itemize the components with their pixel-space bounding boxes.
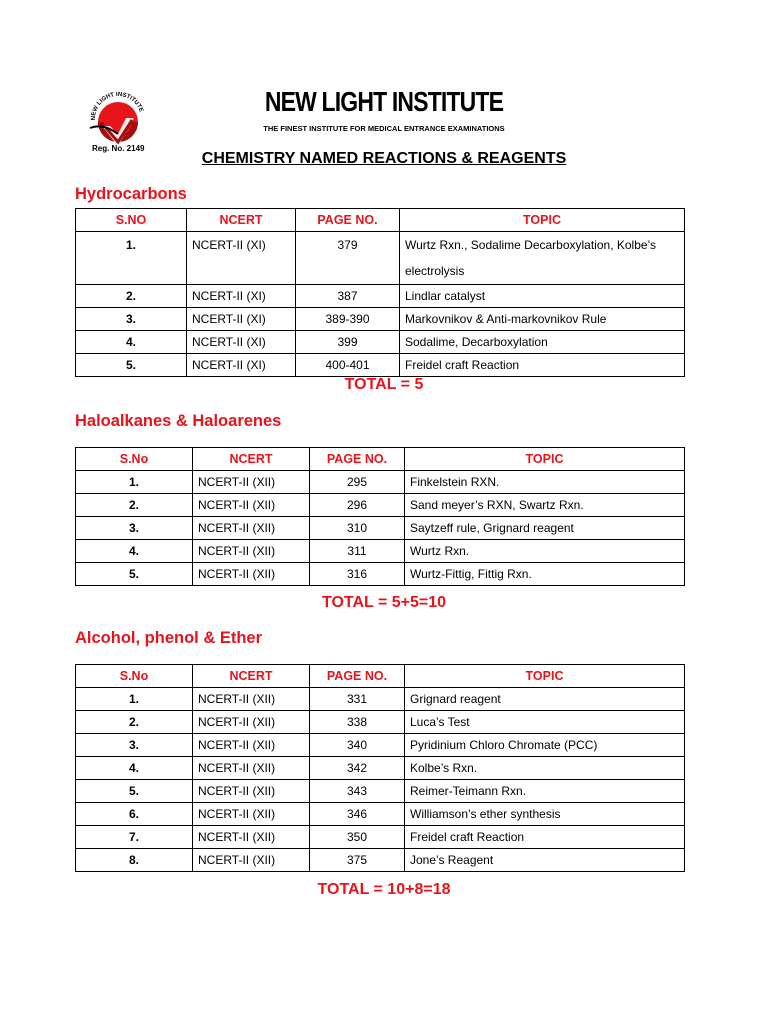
table-row [76,780,685,803]
cell-topic: Markovnikov & Anti-markovnikov Rule [400,308,685,331]
table-row [76,232,685,285]
table-row [76,308,685,331]
table-alcohol [75,664,685,872]
table-row [76,734,685,757]
cell-ncert: NCERT-II (XI) [187,354,296,377]
cell-page: 338 [310,711,405,734]
cell-topic: Finkelstein RXN. [405,471,685,494]
cell-sno: 2. [76,285,187,308]
cell-page: 331 [310,688,405,711]
cell-topic: Wurtz-Fittig, Fittig Rxn. [405,563,685,586]
cell-topic: Kolbe’s Rxn. [405,757,685,780]
col-header-sno: S.No [76,665,193,688]
cell-ncert: NCERT-II (XII) [193,471,310,494]
cell-page: 379 [296,232,400,285]
cell-page: 311 [310,540,405,563]
section-title-hydrocarbons: Hydrocarbons [75,185,187,203]
cell-ncert: NCERT-II (XII) [193,734,310,757]
cell-ncert: NCERT-II (XII) [193,757,310,780]
cell-sno: 4. [76,757,193,780]
section-total: TOTAL = 5 [344,376,424,393]
cell-page: 387 [296,285,400,308]
cell-sno: 6. [76,803,193,826]
cell-page: 400-401 [296,354,400,377]
col-header-page: PAGE NO. [310,665,405,688]
cell-topic: Freidel craft Reaction [405,826,685,849]
table-haloalkanes [75,447,685,586]
section-title-alcohol: Alcohol, phenol & Ether [75,629,263,647]
col-header-topic: TOPIC [405,448,685,471]
cell-ncert: NCERT-II (XII) [193,517,310,540]
cell-ncert: NCERT-II (XII) [193,563,310,586]
cell-topic: Grignard reagent [405,688,685,711]
cell-topic: Wurtz Rxn. [405,540,685,563]
cell-sno: 3. [76,734,193,757]
table-header-row [76,665,685,688]
table-row [76,757,685,780]
registration-number: Reg. No. 2149 [92,144,145,153]
cell-topic: Pyridinium Chloro Chromate (PCC) [405,734,685,757]
cell-page: 342 [310,757,405,780]
table-header-row [76,448,685,471]
table-row [76,688,685,711]
col-header-topic: TOPIC [400,209,685,232]
table-row [76,540,685,563]
cell-ncert: NCERT-II (XI) [187,308,296,331]
cell-sno: 5. [76,563,193,586]
cell-ncert: NCERT-II (XII) [193,494,310,517]
cell-ncert: NCERT-II (XII) [193,688,310,711]
col-header-ncert: NCERT [193,665,310,688]
col-header-sno: S.No [76,448,193,471]
cell-sno: 2. [76,711,193,734]
institute-tagline: THE FINEST INSTITUTE FOR MEDICAL ENTRANCE EXAMINATIONS [263,124,505,133]
cell-ncert: NCERT-II (XI) [187,232,296,285]
col-header-ncert: NCERT [193,448,310,471]
table-row [76,803,685,826]
cell-topic: Williamson’s ether synthesis [405,803,685,826]
cell-topic: Sodalime, Decarboxylation [400,331,685,354]
cell-page: 375 [310,849,405,872]
table-row [76,849,685,872]
cell-page: 389-390 [296,308,400,331]
cell-ncert: NCERT-II (XII) [193,780,310,803]
cell-ncert: NCERT-II (XII) [193,803,310,826]
cell-topic: Freidel craft Reaction [400,354,685,377]
cell-sno: 4. [76,331,187,354]
cell-ncert: NCERT-II (XII) [193,711,310,734]
table-row [76,354,685,377]
section-total: TOTAL = 10+8=18 [317,881,451,898]
cell-sno: 5. [76,780,193,803]
col-header-sno: S.NO [76,209,187,232]
cell-topic: Lindlar catalyst [400,285,685,308]
cell-sno: 1. [76,688,193,711]
table-hydrocarbons [75,208,685,377]
cell-topic: Wurtz Rxn., Sodalime Decarboxylation, Kolbe’s electrolysis [400,232,685,285]
cell-page: 399 [296,331,400,354]
table-row [76,563,685,586]
cell-page: 296 [310,494,405,517]
col-header-page: PAGE NO. [296,209,400,232]
col-header-ncert: NCERT [187,209,296,232]
cell-page: 346 [310,803,405,826]
svg-text:NEW LIGHT INSTITUTE: NEW LIGHT INSTITUTE [90,91,144,121]
cell-topic: Sand meyer’s RXN, Swartz Rxn. [405,494,685,517]
col-header-topic: TOPIC [405,665,685,688]
cell-topic: Luca’s Test [405,711,685,734]
section-title-haloalkanes: Haloalkanes & Haloarenes [75,412,282,430]
cell-ncert: NCERT-II (XII) [193,826,310,849]
cell-sno: 1. [76,232,187,285]
cell-sno: 5. [76,354,187,377]
cell-ncert: NCERT-II (XII) [193,540,310,563]
section-total: TOTAL = 5+5=10 [321,594,447,611]
cell-page: 310 [310,517,405,540]
cell-sno: 3. [76,308,187,331]
institute-name: NEW LIGHT INSTITUTE [264,86,504,117]
table-row [76,471,685,494]
cell-ncert: NCERT-II (XII) [193,849,310,872]
cell-sno: 7. [76,826,193,849]
cell-topic: Saytzeff rule, Grignard reagent [405,517,685,540]
cell-page: 350 [310,826,405,849]
cell-sno: 2. [76,494,193,517]
cell-topic: Reimer-Teimann Rxn. [405,780,685,803]
table-row [76,826,685,849]
cell-ncert: NCERT-II (XI) [187,331,296,354]
cell-ncert: NCERT-II (XI) [187,285,296,308]
cell-page: 343 [310,780,405,803]
cell-sno: 4. [76,540,193,563]
cell-page: 316 [310,563,405,586]
table-row [76,285,685,308]
table-header-row [76,209,685,232]
table-row [76,517,685,540]
cell-topic: Jone’s Reagent [405,849,685,872]
col-header-page: PAGE NO. [310,448,405,471]
cell-sno: 3. [76,517,193,540]
cell-sno: 1. [76,471,193,494]
document-title: CHEMISTRY NAMED REACTIONS & REAGENTS [201,150,567,167]
cell-page: 295 [310,471,405,494]
cell-sno: 8. [76,849,193,872]
table-row [76,711,685,734]
table-row [76,494,685,517]
table-row [76,331,685,354]
cell-page: 340 [310,734,405,757]
